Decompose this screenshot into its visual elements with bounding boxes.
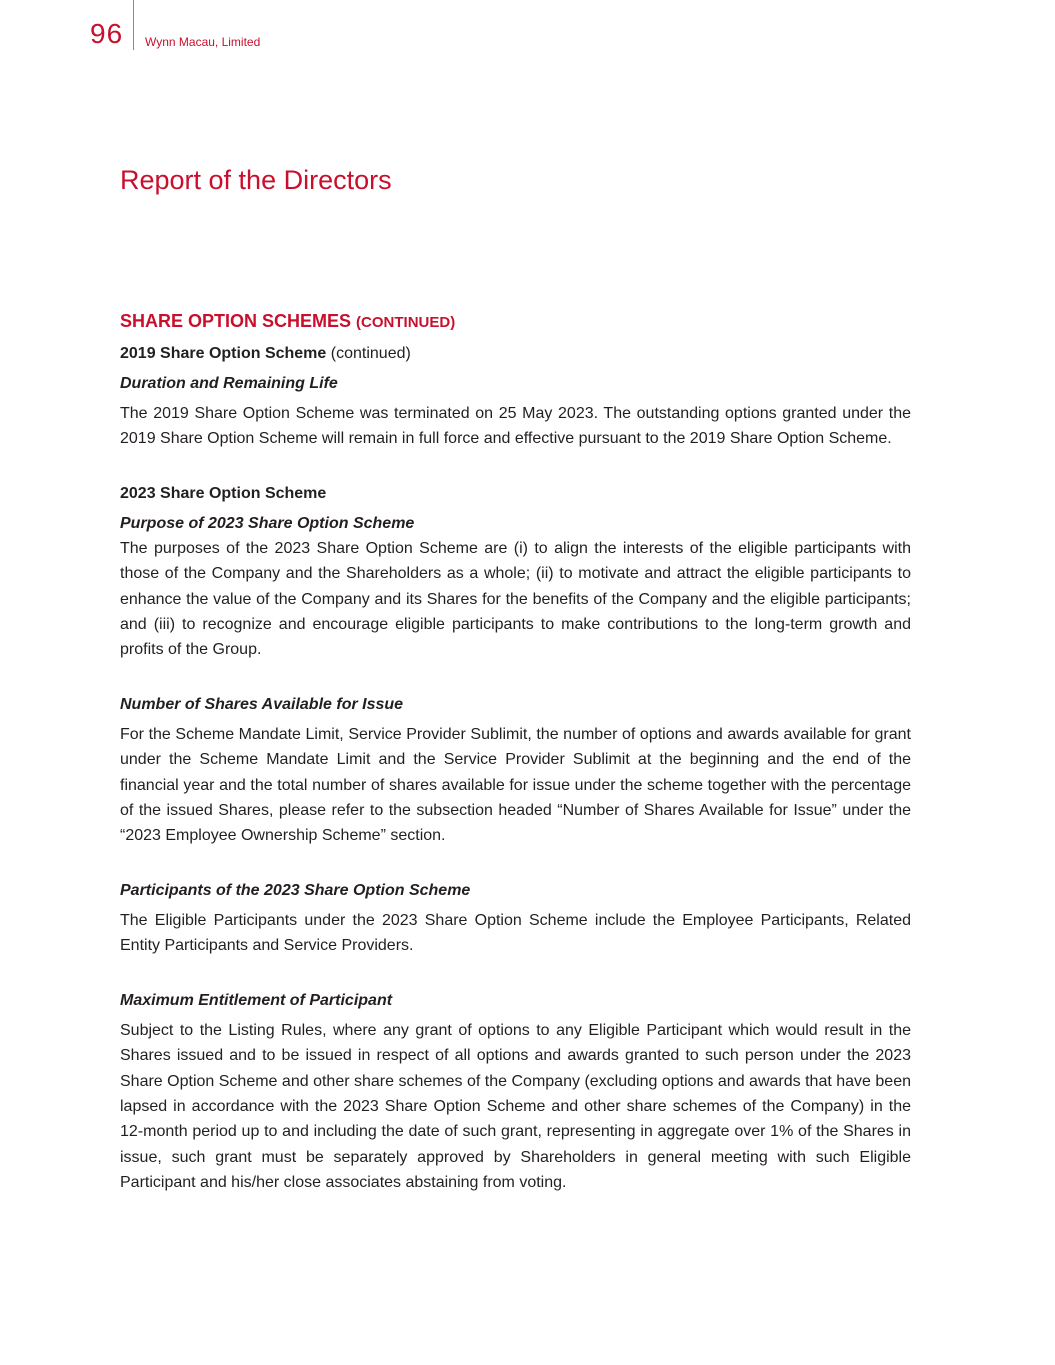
section-heading bbox=[120, 310, 911, 334]
participants-paragraph: The Eligible Participants under the 2023 Share Option Scheme include the Employee Participants, Related Entity Participants and Service Providers. bbox=[120, 911, 911, 955]
shares-heading: Number of Shares Available for Issue bbox=[120, 695, 404, 713]
purpose-heading: Purpose of 2023 Share Option Scheme bbox=[120, 514, 415, 532]
scheme-2019-heading-text: 2019 Share Option Scheme bbox=[120, 345, 327, 362]
spacer bbox=[120, 849, 911, 871]
section-heading-text: SHARE OPTION SCHEMES bbox=[120, 311, 352, 331]
entitlement-paragraph: Subject to the Listing Rules, where any grant of options to any Eligible Participant which would result in the Shares issued and to be issued in respect of all options and awards granted to such person under the 2023 Share Option Scheme and other share schemes of the Company (excluding options and awards that have been lapsed in accordance with the 2023 Share Option Scheme and other share schemes of the Company) in the 12-month period up to and including the date of such grant, representing in aggregate over 1% of the Shares in issue, such grant must be separately approved by Shareholders in general meeting with such Eligible Participant and his/her close associates abstaining from voting. bbox=[120, 1021, 911, 1192]
page-header bbox=[0, 0, 1055, 60]
scheme-2019-heading-suffix: (continued) bbox=[330, 345, 411, 362]
duration-paragraph: The 2019 Share Option Scheme was terminated on 25 May 2023. The outstanding options granted under the 2019 Share Option Scheme will remain in full force and effective pursuant to the 2019 Share Option Scheme. bbox=[120, 405, 911, 448]
purpose-paragraph: The purposes of the 2023 Share Option Scheme are (i) to align the interests of the eligible participants with those of the Company and the Shareholders as a whole; (ii) to motivate and attract the eligible participants to enhance the value of the Company and its Shares for the benefits of the Company and the eligible participants; and (iii) to recognize and encourage eligible participants to make contributions to the long-term growth and profits of the Group. bbox=[120, 539, 911, 659]
spacer bbox=[120, 959, 911, 981]
company-name: Wynn Macau, Limited bbox=[145, 35, 261, 49]
participants-heading: Participants of the 2023 Share Option Scheme bbox=[120, 881, 471, 899]
page-number: 96 bbox=[90, 18, 124, 49]
section-heading-suffix: (CONTINUED) bbox=[356, 314, 456, 331]
scheme-2019-heading bbox=[120, 343, 911, 364]
header-divider bbox=[133, 0, 134, 50]
duration-heading: Duration and Remaining Life bbox=[120, 375, 338, 392]
scheme-2023-heading: 2023 Share Option Scheme bbox=[120, 484, 327, 502]
shares-paragraph: For the Scheme Mandate Limit, Service Provider Sublimit, the number of options and awards available for grant under the Scheme Mandate Limit and the Service Provider Sublimit at the beginning and the end of the financial year and the total number of shares available for issue under the scheme together with the percentage of the issued Shares, please refer to the subsection headed “Number of Shares Available for Issue” under the “2023 Employee Ownership Scheme” section. bbox=[120, 725, 911, 845]
spacer bbox=[120, 452, 911, 474]
entitlement-heading: Maximum Entitlement of Participant bbox=[120, 991, 393, 1009]
document-body bbox=[120, 310, 911, 1196]
spacer bbox=[120, 663, 911, 685]
page-title: Report of the Directors bbox=[120, 165, 392, 195]
